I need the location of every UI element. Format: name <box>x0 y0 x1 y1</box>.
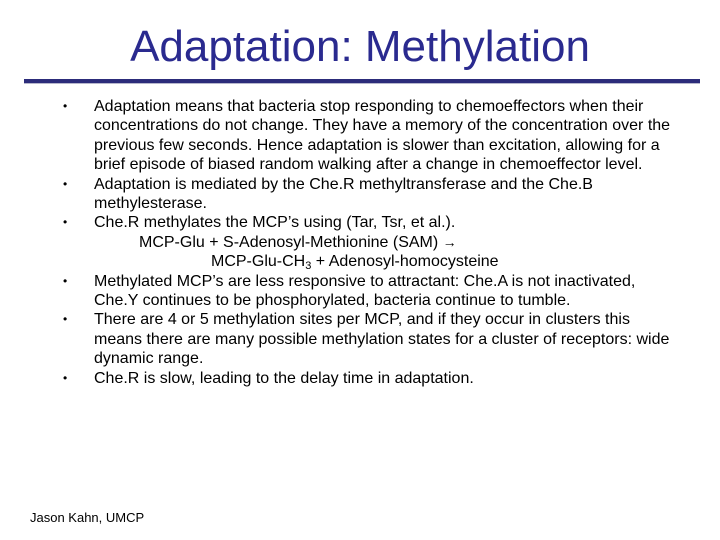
bullet-item-cher-slow <box>0 369 720 388</box>
reaction-reactants-line <box>94 233 680 252</box>
bullet-item-mediators <box>0 175 720 214</box>
bullet-item-adaptation-definition <box>0 97 720 175</box>
reaction-product-suffix: + Adenosyl-homocysteine <box>311 253 499 271</box>
reaction-arrow-icon: → <box>442 233 457 250</box>
reaction-products-line <box>94 252 680 271</box>
bullet-marker: • <box>63 99 68 113</box>
title-underline-shadow <box>24 83 700 84</box>
bullet-item-cher-methylation <box>0 213 720 271</box>
bullet-text: There are 4 or 5 methylation sites per MCP, and if they occur in clusters this means there are many possible methylation states for a cluster of receptors: wide dynamic range. <box>94 311 670 368</box>
footer-author: Jason Kahn, UMCP <box>30 510 145 525</box>
reaction-product-prefix: MCP-Glu-CH <box>211 253 306 271</box>
reaction-reactants: MCP-Glu + S-Adenosyl-Methionine (SAM) <box>139 233 439 251</box>
reaction-product-subscript: 3 <box>305 260 312 273</box>
bullet-marker: • <box>63 273 68 288</box>
bullet-item-methylation-sites <box>0 310 720 368</box>
bullet-text: Adaptation is mediated by the Che.R methyltransferase and the Che.B methylesterase. <box>94 175 593 213</box>
slide-title: Adaptation: Methylation <box>130 22 590 71</box>
bullet-text: Adaptation means that bacteria stop responding to chemoeffectors when their concentrations do not change. They have a memory of the concentration over the previous few seconds. Hence adaptation is slower than excitation, allowing for a brief episode of biased random walking after a change in chemoeffector level. <box>94 98 671 174</box>
bullet-text: Che.R is slow, leading to the delay time in adaptation. <box>94 369 474 387</box>
bullet-marker: • <box>63 176 68 191</box>
bullet-text: Methylated MCP’s are less responsive to attractant: Che.A is not inactivated, Che.Y continues to be phosphorylated, bacteria continue to tumble. <box>94 272 636 310</box>
bullet-list <box>0 97 720 388</box>
bullet-marker: • <box>63 370 68 385</box>
bullet-marker: • <box>63 215 68 230</box>
bullet-text: Che.R methylates the MCP’s using (Tar, Tsr, et al.). <box>94 214 456 232</box>
bullet-marker: • <box>63 312 68 327</box>
bullet-item-methylated-mcp <box>0 272 720 311</box>
